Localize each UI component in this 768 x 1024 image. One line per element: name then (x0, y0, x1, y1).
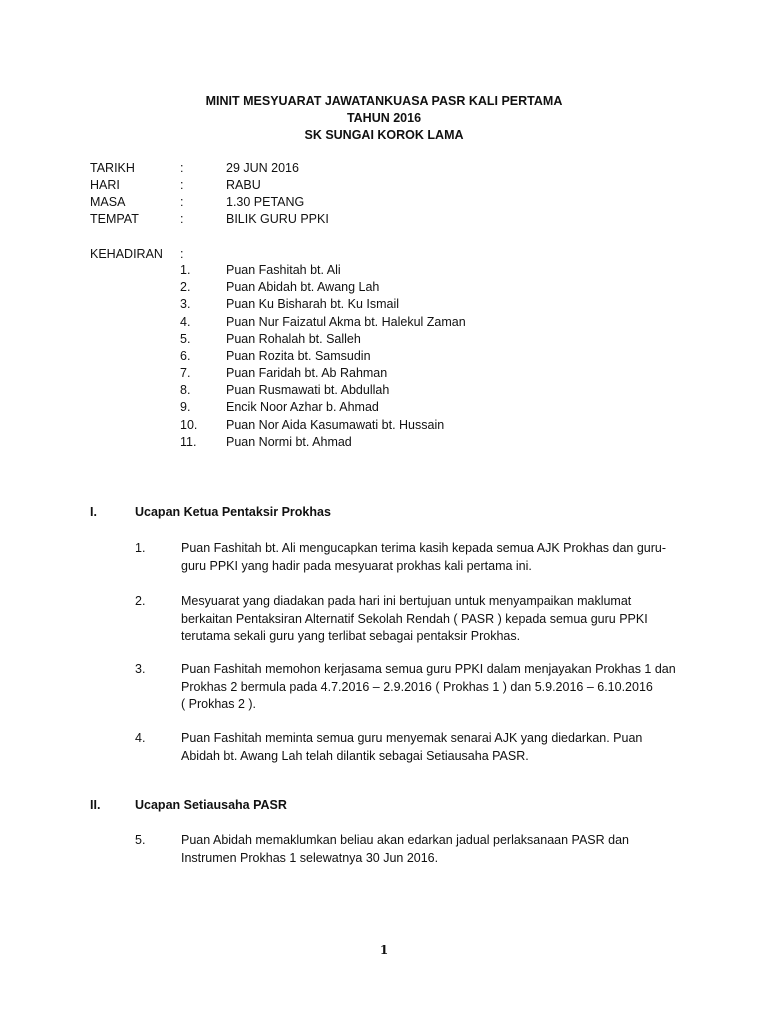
attendee-name: Puan Nur Faizatul Akma bt. Halekul Zaman (226, 315, 466, 329)
detail-colon: : (180, 195, 184, 209)
item-number: 3. (135, 662, 146, 676)
attendee-name: Encik Noor Azhar b. Ahmad (226, 400, 379, 414)
item-line: guru PPKI yang hadir pada mesyuarat prokhas kali pertama ini. (181, 558, 532, 573)
attendee-number: 9. (180, 400, 191, 414)
attendee-number: 6. (180, 349, 191, 363)
detail-value-day: RABU (226, 178, 261, 192)
item-line: Puan Abidah memaklumkan beliau akan edarkan jadual perlaksanaan PASR dan (181, 833, 629, 847)
item-line: Puan Fashitah meminta semua guru menyemak senarai AJK yang diedarkan. Puan (181, 731, 643, 745)
item-line: Prokhas 2 bermula pada 4.7.2016 – 2.9.2016 ( Prokhas 1 ) dan 5.9.2016 – 6.10.2016 (181, 679, 653, 694)
item-number: 2. (135, 594, 146, 608)
attendee-number: 2. (180, 280, 191, 294)
document-year: TAHUN 2016 (346, 111, 422, 125)
attendee-name: Puan Fashitah bt. Ali (226, 263, 341, 277)
detail-value-place: BILIK GURU PPKI (226, 212, 329, 226)
attendee-name: Puan Faridah bt. Ab Rahman (226, 366, 388, 380)
attendee-name: Puan Abidah bt. Awang Lah (226, 280, 380, 294)
item-line: Mesyuarat yang diadakan pada hari ini bertujuan untuk menyampaikan maklumat (181, 594, 632, 608)
detail-colon: : (180, 178, 184, 192)
attendee-number: 7. (180, 366, 191, 380)
attendee-number: 11. (180, 435, 197, 449)
item-number: 1. (135, 541, 146, 555)
attendee-number: 5. (180, 332, 191, 346)
attendee-number: 4. (180, 315, 191, 329)
item-line: Puan Fashitah memohon kerjasama semua guru PPKI dalam menjayakan Prokhas 1 dan (181, 662, 676, 676)
attendance-label: KEHADIRAN (90, 247, 163, 261)
item-number: 4. (135, 731, 146, 745)
section-number: II. (90, 798, 101, 812)
attendee-name: Puan Ku Bisharah bt. Ku Ismail (226, 297, 400, 311)
item-line: ( Prokhas 2 ). (181, 697, 257, 711)
item-paragraph (181, 730, 681, 765)
item-paragraph (181, 540, 681, 575)
item-paragraph (181, 832, 681, 867)
attendee-number: 8. (180, 383, 191, 397)
attendance-colon: : (180, 247, 184, 261)
page-number: 1 (379, 943, 389, 957)
item-line: terutama sekali guru yang terlibat sebagai pentaksir Prokhas. (181, 629, 521, 643)
attendee-name: Puan Normi bt. Ahmad (226, 435, 352, 449)
document-title: MINIT MESYUARAT JAWATANKUASA PASR KALI PERTAMA (205, 94, 563, 108)
detail-colon: : (180, 161, 184, 175)
item-paragraph (181, 661, 681, 714)
detail-label-time: MASA (90, 195, 126, 209)
item-paragraph (181, 593, 681, 646)
attendee-number: 3. (180, 297, 191, 311)
item-line: Instrumen Prokhas 1 selewatnya 30 Jun 2016. (181, 850, 439, 865)
document-school: SK SUNGAI KOROK LAMA (304, 128, 464, 142)
item-line: berkaitan Pentaksiran Alternatif Sekolah Rendah ( PASR ) kepada semua guru PPKI (181, 611, 648, 626)
detail-label-day: HARI (90, 178, 120, 192)
detail-label-place: TEMPAT (90, 212, 139, 226)
attendee-number: 10. (180, 418, 198, 432)
section-title: Ucapan Setiausaha PASR (135, 798, 287, 812)
attendee-name: Puan Rohalah bt. Salleh (226, 332, 361, 346)
section-number: I. (90, 505, 97, 519)
item-number: 5. (135, 833, 146, 847)
detail-value-date: 29 JUN 2016 (226, 161, 299, 175)
attendee-number: 1. (180, 263, 191, 277)
attendee-name: Puan Rusmawati bt. Abdullah (226, 383, 390, 397)
detail-label-date: TARIKH (90, 161, 135, 175)
item-line: Puan Fashitah bt. Ali mengucapkan terima kasih kepada semua AJK Prokhas dan guru- (181, 541, 667, 555)
attendee-name: Puan Nor Aida Kasumawati bt. Hussain (226, 418, 445, 432)
item-line: Abidah bt. Awang Lah telah dilantik sebagai Setiausaha PASR. (181, 748, 529, 763)
detail-value-time: 1.30 PETANG (226, 195, 305, 209)
attendee-name: Puan Rozita bt. Samsudin (226, 349, 371, 363)
detail-colon: : (180, 212, 184, 226)
section-title: Ucapan Ketua Pentaksir Prokhas (135, 505, 331, 519)
